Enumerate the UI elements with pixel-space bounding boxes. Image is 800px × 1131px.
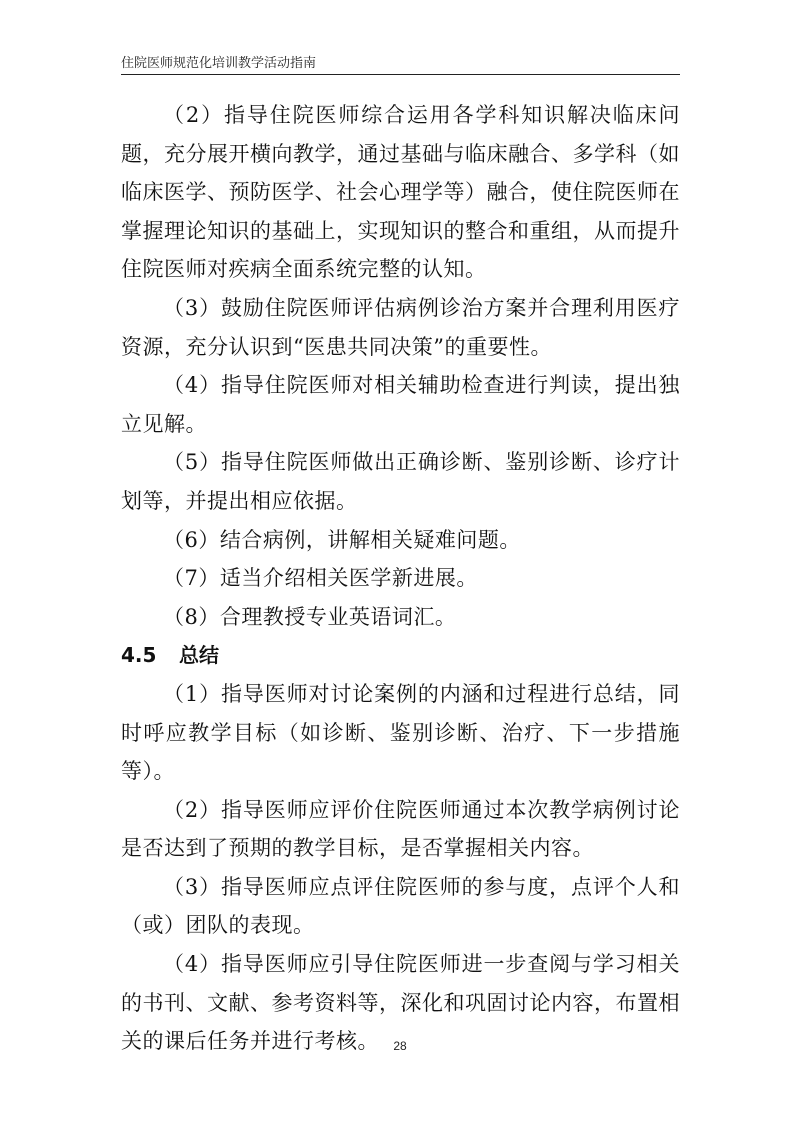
paragraph-item-2: （2）指导住院医师综合运用各学科知识解决临床问题，充分展开横向教学，通过基础与临床融合、多学科（如临床医学、预防医学、社会心理学等）融合，使住院医师在掌握理论知识的基础上，实现知识的整合和重组，从而提升住院医师对疾病全面系统完整的认知。: [121, 103, 680, 282]
paragraph-item-7: （7）适当介绍相关医学新进展。: [163, 566, 478, 591]
summary-item-4: （4）指导医师应引导住院医师进一步查阅与学习相关的书刊、文献、参考资料等，深化和巩固讨论内容，布置相关的课后任务并进行考核。: [121, 952, 680, 1054]
paragraph-item-8: （8）合理教授专业英语词汇。: [163, 604, 457, 629]
paragraph-item-4: （4）指导住院医师对相关辅助检查进行判读，提出独立见解。: [121, 373, 680, 436]
paragraph-item-3: （3）鼓励住院医师评估病例诊治方案并合理利用医疗资源，充分认识到“医患共同决策”的重要性。: [121, 295, 680, 359]
header-rule: [121, 74, 680, 75]
paragraph-item-5: （5）指导住院医师做出正确诊断、鉴别诊断、诊疗计划等，并提出相应依据。: [121, 450, 680, 513]
summary-item-2: （2）指导医师应评价住院医师通过本次教学病例讨论是否达到了预期的教学目标，是否掌握相关内容。: [121, 797, 680, 861]
paragraph-item-6: （6）结合病例，讲解相关疑难问题。: [163, 527, 521, 552]
page-number: 28: [393, 1039, 407, 1053]
page-body: [121, 96, 680, 1061]
running-header-title: 住院医师规范化培训教学活动指南: [121, 56, 317, 71]
summary-item-3: （3）指导医师应点评住院医师的参与度，点评个人和（或）团队的表现。: [121, 874, 680, 938]
section-heading: [121, 636, 680, 675]
section-number: 4.5: [121, 643, 157, 668]
summary-item-1: （1）指导医师对讨论案例的内涵和过程进行总结，同时呼应教学目标（如诊断、鉴别诊断、治疗、下一步措施等）。: [121, 681, 680, 784]
section-title: 总结: [179, 643, 219, 668]
